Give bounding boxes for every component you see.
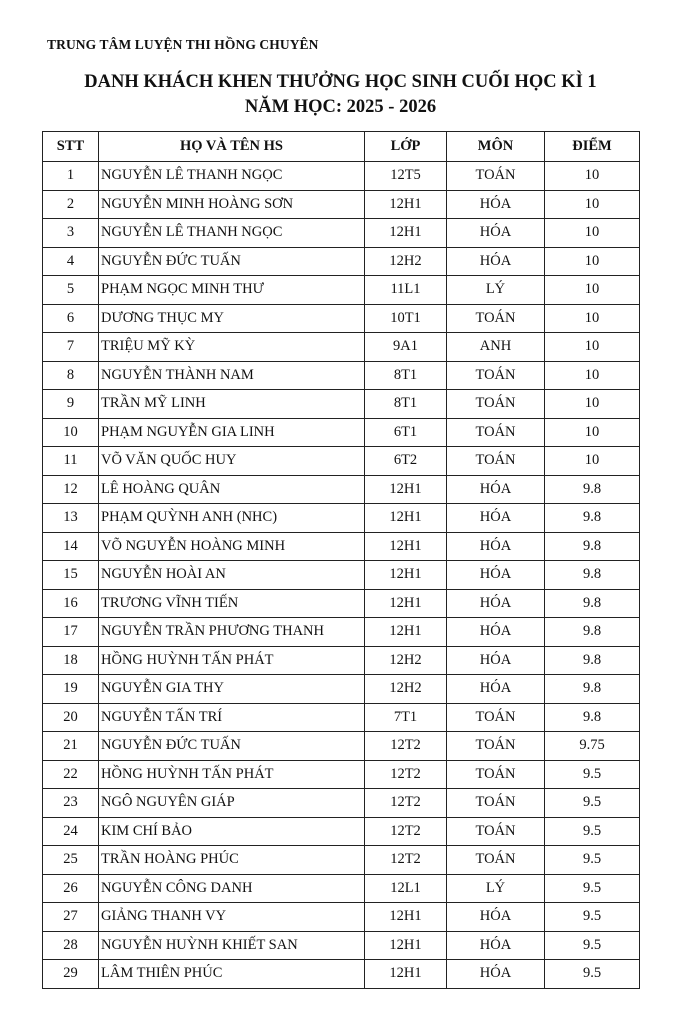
cell-score: 10 — [545, 304, 640, 333]
table-row — [43, 162, 640, 191]
cell-stt: 5 — [43, 276, 99, 305]
table-row — [43, 504, 640, 533]
table-row — [43, 846, 640, 875]
cell-class: 10T1 — [365, 304, 447, 333]
cell-student-name: NGUYỄN HOÀI AN — [99, 561, 365, 590]
cell-subject: HÓA — [447, 931, 545, 960]
cell-stt: 18 — [43, 646, 99, 675]
table-row — [43, 390, 640, 419]
cell-class: 12H2 — [365, 675, 447, 704]
cell-class: 12H1 — [365, 190, 447, 219]
cell-score: 9.8 — [545, 504, 640, 533]
cell-class: 12L1 — [365, 874, 447, 903]
table-row — [43, 675, 640, 704]
table-row — [43, 760, 640, 789]
cell-student-name: PHẠM NGỌC MINH THƯ — [99, 276, 365, 305]
table-row — [43, 532, 640, 561]
cell-subject: HÓA — [447, 190, 545, 219]
cell-subject: HÓA — [447, 646, 545, 675]
cell-student-name: NGUYỄN MINH HOÀNG SƠN — [99, 190, 365, 219]
cell-student-name: TRẦN HOÀNG PHÚC — [99, 846, 365, 875]
cell-stt: 20 — [43, 703, 99, 732]
table-row — [43, 789, 640, 818]
table-body — [43, 162, 640, 989]
cell-stt: 8 — [43, 361, 99, 390]
cell-subject: ANH — [447, 333, 545, 362]
cell-subject: TOÁN — [447, 703, 545, 732]
cell-student-name: HỒNG HUỲNH TẤN PHÁT — [99, 646, 365, 675]
awards-table — [42, 131, 640, 989]
cell-score: 10 — [545, 162, 640, 191]
cell-class: 12H1 — [365, 931, 447, 960]
cell-subject: HÓA — [447, 561, 545, 590]
cell-class: 12H2 — [365, 646, 447, 675]
header-student-name: HỌ VÀ TÊN HS — [99, 132, 365, 162]
cell-subject: TOÁN — [447, 304, 545, 333]
cell-score: 9.5 — [545, 846, 640, 875]
cell-stt: 10 — [43, 418, 99, 447]
cell-stt: 29 — [43, 960, 99, 989]
cell-subject: TOÁN — [447, 390, 545, 419]
cell-student-name: NGUYỄN HUỲNH KHIẾT SAN — [99, 931, 365, 960]
cell-class: 12H1 — [365, 589, 447, 618]
cell-class: 6T1 — [365, 418, 447, 447]
cell-stt: 27 — [43, 903, 99, 932]
cell-class: 12H1 — [365, 561, 447, 590]
cell-score: 10 — [545, 247, 640, 276]
cell-class: 12T5 — [365, 162, 447, 191]
cell-score: 9.5 — [545, 960, 640, 989]
cell-subject: HÓA — [447, 618, 545, 647]
header-score: ĐIỂM — [545, 132, 640, 162]
cell-student-name: NGÔ NGUYÊN GIÁP — [99, 789, 365, 818]
cell-subject: HÓA — [447, 219, 545, 248]
cell-score: 10 — [545, 219, 640, 248]
cell-subject: TOÁN — [447, 817, 545, 846]
cell-subject: HÓA — [447, 532, 545, 561]
table-row — [43, 219, 640, 248]
cell-class: 11L1 — [365, 276, 447, 305]
table-row — [43, 589, 640, 618]
cell-class: 8T1 — [365, 361, 447, 390]
header-stt: STT — [43, 132, 99, 162]
cell-score: 10 — [545, 190, 640, 219]
cell-stt: 4 — [43, 247, 99, 276]
cell-stt: 12 — [43, 475, 99, 504]
cell-student-name: NGUYỄN TRẦN PHƯƠNG THANH — [99, 618, 365, 647]
organization-name: TRUNG TÂM LUYỆN THI HỒNG CHUYÊN — [47, 37, 319, 52]
cell-score: 9.8 — [545, 561, 640, 590]
cell-stt: 2 — [43, 190, 99, 219]
cell-score: 9.5 — [545, 817, 640, 846]
cell-student-name: LÊ HOÀNG QUÂN — [99, 475, 365, 504]
cell-score: 9.8 — [545, 589, 640, 618]
cell-student-name: HỒNG HUỲNH TẤN PHÁT — [99, 760, 365, 789]
table-row — [43, 618, 640, 647]
cell-score: 10 — [545, 390, 640, 419]
table-row — [43, 276, 640, 305]
cell-student-name: NGUYỄN ĐỨC TUẤN — [99, 247, 365, 276]
cell-subject: TOÁN — [447, 418, 545, 447]
cell-subject: HÓA — [447, 675, 545, 704]
cell-score: 10 — [545, 418, 640, 447]
cell-subject: TOÁN — [447, 361, 545, 390]
cell-class: 8T1 — [365, 390, 447, 419]
cell-student-name: NGUYỄN THÀNH NAM — [99, 361, 365, 390]
cell-score: 9.8 — [545, 532, 640, 561]
cell-score: 9.8 — [545, 703, 640, 732]
cell-class: 12T2 — [365, 846, 447, 875]
cell-subject: HÓA — [447, 960, 545, 989]
cell-student-name: VÕ VĂN QUỐC HUY — [99, 447, 365, 476]
cell-class: 12T2 — [365, 732, 447, 761]
cell-student-name: NGUYỄN LÊ THANH NGỌC — [99, 219, 365, 248]
table-row — [43, 646, 640, 675]
cell-score: 9.5 — [545, 931, 640, 960]
table-row — [43, 931, 640, 960]
cell-stt: 3 — [43, 219, 99, 248]
cell-score: 9.5 — [545, 760, 640, 789]
cell-class: 12H1 — [365, 504, 447, 533]
cell-stt: 13 — [43, 504, 99, 533]
table-row — [43, 475, 640, 504]
cell-subject: TOÁN — [447, 760, 545, 789]
cell-stt: 14 — [43, 532, 99, 561]
cell-stt: 6 — [43, 304, 99, 333]
cell-class: 12T2 — [365, 760, 447, 789]
table-row — [43, 903, 640, 932]
cell-score: 9.5 — [545, 789, 640, 818]
table-row — [43, 561, 640, 590]
table-row — [43, 418, 640, 447]
cell-stt: 28 — [43, 931, 99, 960]
cell-class: 12T2 — [365, 817, 447, 846]
header-class: LỚP — [365, 132, 447, 162]
table-row — [43, 247, 640, 276]
cell-score: 9.8 — [545, 646, 640, 675]
cell-class: 12H1 — [365, 960, 447, 989]
cell-subject: HÓA — [447, 589, 545, 618]
cell-student-name: NGUYỄN LÊ THANH NGỌC — [99, 162, 365, 191]
cell-stt: 23 — [43, 789, 99, 818]
cell-stt: 17 — [43, 618, 99, 647]
cell-class: 6T2 — [365, 447, 447, 476]
cell-score: 10 — [545, 361, 640, 390]
table-row — [43, 333, 640, 362]
cell-subject: TOÁN — [447, 846, 545, 875]
cell-subject: TOÁN — [447, 162, 545, 191]
cell-score: 10 — [545, 276, 640, 305]
cell-subject: HÓA — [447, 475, 545, 504]
cell-stt: 22 — [43, 760, 99, 789]
cell-student-name: PHẠM QUỲNH ANH (NHC) — [99, 504, 365, 533]
cell-stt: 21 — [43, 732, 99, 761]
document-title: DANH KHÁCH KHEN THƯỞNG HỌC SINH CUỐI HỌC KÌ 1 — [84, 72, 597, 92]
table-row — [43, 732, 640, 761]
cell-class: 12H1 — [365, 903, 447, 932]
cell-score: 9.5 — [545, 903, 640, 932]
cell-subject: HÓA — [447, 247, 545, 276]
cell-student-name: LÂM THIÊN PHÚC — [99, 960, 365, 989]
cell-subject: LÝ — [447, 276, 545, 305]
cell-student-name: TRẦN MỸ LINH — [99, 390, 365, 419]
cell-stt: 19 — [43, 675, 99, 704]
table-row — [43, 447, 640, 476]
cell-class: 12T2 — [365, 789, 447, 818]
cell-student-name: TRƯƠNG VĨNH TIẾN — [99, 589, 365, 618]
cell-class: 12H1 — [365, 219, 447, 248]
cell-score: 9.75 — [545, 732, 640, 761]
cell-stt: 25 — [43, 846, 99, 875]
table-header-row — [43, 132, 640, 162]
cell-stt: 9 — [43, 390, 99, 419]
cell-subject: TOÁN — [447, 732, 545, 761]
cell-subject: TOÁN — [447, 789, 545, 818]
cell-stt: 24 — [43, 817, 99, 846]
cell-score: 9.5 — [545, 874, 640, 903]
cell-class: 12H1 — [365, 532, 447, 561]
cell-student-name: NGUYỄN GIA THY — [99, 675, 365, 704]
cell-class: 12H2 — [365, 247, 447, 276]
cell-score: 9.8 — [545, 675, 640, 704]
table-row — [43, 304, 640, 333]
cell-student-name: TRIỆU MỸ KỲ — [99, 333, 365, 362]
cell-class: 12H1 — [365, 475, 447, 504]
cell-stt: 16 — [43, 589, 99, 618]
cell-student-name: NGUYỄN ĐỨC TUẤN — [99, 732, 365, 761]
table-row — [43, 960, 640, 989]
cell-subject: HÓA — [447, 504, 545, 533]
cell-class: 12H1 — [365, 618, 447, 647]
cell-class: 7T1 — [365, 703, 447, 732]
cell-student-name: KIM CHÍ BẢO — [99, 817, 365, 846]
cell-score: 9.8 — [545, 618, 640, 647]
cell-student-name: PHẠM NGUYỄN GIA LINH — [99, 418, 365, 447]
header-subject: MÔN — [447, 132, 545, 162]
table-row — [43, 703, 640, 732]
cell-student-name: NGUYỄN CÔNG DANH — [99, 874, 365, 903]
cell-subject: HÓA — [447, 903, 545, 932]
cell-score: 10 — [545, 447, 640, 476]
cell-stt: 26 — [43, 874, 99, 903]
cell-stt: 1 — [43, 162, 99, 191]
cell-score: 10 — [545, 333, 640, 362]
cell-stt: 7 — [43, 333, 99, 362]
cell-stt: 11 — [43, 447, 99, 476]
cell-student-name: GIẢNG THANH VY — [99, 903, 365, 932]
table-row — [43, 361, 640, 390]
cell-subject: TOÁN — [447, 447, 545, 476]
school-year-subtitle: NĂM HỌC: 2025 - 2026 — [244, 97, 437, 117]
cell-student-name: VÕ NGUYỄN HOÀNG MINH — [99, 532, 365, 561]
cell-student-name: NGUYỄN TẤN TRÍ — [99, 703, 365, 732]
table-row — [43, 190, 640, 219]
cell-student-name: DƯƠNG THỤC MY — [99, 304, 365, 333]
table-row — [43, 817, 640, 846]
cell-score: 9.8 — [545, 475, 640, 504]
cell-stt: 15 — [43, 561, 99, 590]
cell-class: 9A1 — [365, 333, 447, 362]
table-row — [43, 874, 640, 903]
cell-subject: LÝ — [447, 874, 545, 903]
